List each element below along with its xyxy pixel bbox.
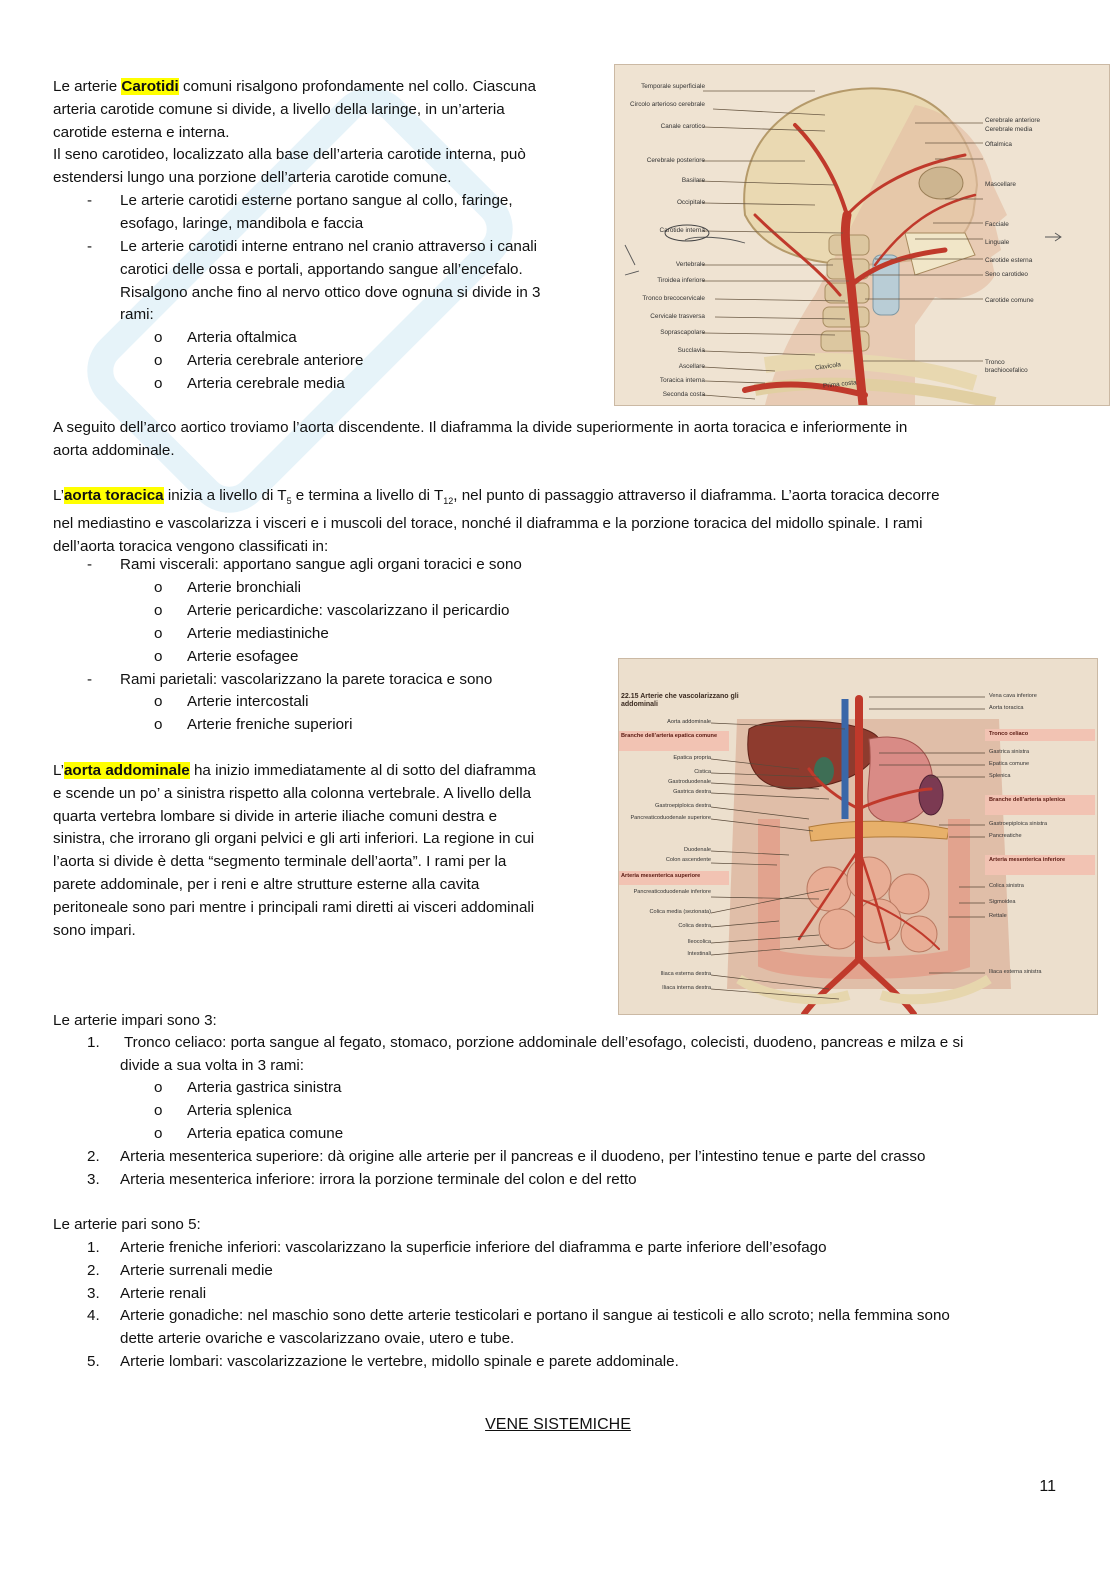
dash-marker: - (87, 192, 93, 209)
abdominal-arteries-figure: 22.15 Arterie che vascolarizzano gli addominali Aorta addominale Epatica propria Cistica Gastroduodenale Gastrica destra Gastroepiploica destra Pancreaticoduodenale superiore Duodenale Colon ascendente Pancreaticoduodenale inferiore Colica media (sezionata) Colica destra Ileocolica Intestinali Iliaca esterna destra Iliaca interna destra Branche dell’arteria epatica comune Arteria mesenterica superiore Vena cava inferiore Aorta toracica Gastrica sinistra Epatica comune Splenica Gastroepiploica sinistra Pancreatiche Colica sinistra Sigmoidea Rettale Iliaca esterna sinistra Tronco celiaco Branche dell’arteria splenica Arteria mesenterica inferiore (618, 658, 1098, 1015)
page-number: 11 (1039, 1478, 1056, 1495)
aorta-descendente-paragraph: A seguito dell’arco aortico troviamo l’aorta discendente. Il diaframma la divide superiormente in aorta toracica e inferiormente in aorta addominale. (53, 419, 908, 459)
section-heading: VENE SISTEMICHE (485, 1416, 631, 1433)
highlight-aorta-toracica: aorta toracica (63, 487, 164, 504)
intro-paragraph (53, 76, 536, 190)
highlight-aorta-addominale: aorta addominale (63, 762, 190, 779)
intro-line-1: Le arterie Carotidi comuni risalgono profondamente nel collo. Ciascuna (53, 78, 536, 95)
head-neck-arteries-figure: Temporale superficiale Circolo arterioso cerebrale Canale carotico Cerebrale posteriore Basilare Occipitale Carotide interna Vertebrale Tiroidea inferiore Tronco brecocervicale Cervicale trasversa Soprascapolare Succlavia Ascellare Toracica interna Seconda costa Cerebrale anteriore Cerebrale media Oftalmica Mascellare Facciale Linguale Carotide esterna Seno carotideo Carotide comune Tronco brachiocefalico Clavicola Prima costa (614, 64, 1110, 406)
dash-marker: - (87, 671, 93, 688)
pari-title: Le arterie pari sono 5: (53, 1216, 201, 1233)
dash-marker: - (87, 556, 93, 573)
impari-title: Le arterie impari sono 3: (53, 1012, 217, 1029)
dash-marker: - (87, 238, 93, 255)
intro-line-2: arteria carotide comune si divide, a livello della laringe, in un’arteria (53, 100, 505, 118)
intro-line-3: carotide esterna e interna. (53, 123, 230, 141)
intro-line-4: Il seno carotideo, localizzato alla base dell’arteria carotide interna, può (53, 146, 526, 164)
document-page: Le arterie Carotidi comuni risalgono profondamente nel collo. Ciascuna arteria carotide comune si divide, a livello della laringe, in un’arteria carotide esterna e interna. Il seno carotideo, localizzato alla base dell’arteria carotide interna, può estendersi lungo una porzione dell’arteria carotide comune. - Le arterie carotidi esterne portano sangue al collo, faringe, esofago, laringe, mandibola e faccia - Le arterie carotidi interne entrano nel cranio attraverso i canali carotici delle ossa e portali, apportando sangue all’encefalo. Risalgono anche fino al nervo ottico dove ognuna si divide in 3 rami: o Arteria oftalmica o Arteria cerebrale anteriore o Arteria cerebrale media Temporale superficiale Circolo arterioso cerebrale Canale carotico Cerebrale posteriore Basilare Occipitale Carotide interna Vertebrale Tiroidea inferiore Tronco brecocervicale Cervicale trasversa Soprascapolare Succlavia Ascellare Toracica interna Seconda costa Cerebrale anteriore Cerebrale media Oftalmica Mascellare Facciale Linguale Carotide esterna Seno carotideo Carotide comune Tronco brachiocefalico Clavicola Prima costa A seguito dell’arco aortico troviamo l’aorta discendente. Il diaframma la divide superiormente in aorta toracica e inferiormente in aorta addominale. L’aorta toracica inizia a livello di $T_5$ e termina a livello di $T_{12}$, nel punto di passaggio attraverso il diaframma. L’aorta toracica decorre nel mediastino e vascolarizza i visceri e i muscoli del torace, nonché il diaframma e la porzione toracica del midollo spinale. I rami dell’aorta toracica vengono classificati in: - Rami viscerali: apportano sangue agli organi toracici e sono o Arterie bronchiali o Arterie pericardiche: vascolarizzano il pericardio o Arterie mediastiniche o Arterie esofagee - Rami parietali: vascolarizzano la parete toracica e sono o Arterie intercostali o Arterie freniche superiori L’aorta addominale ha inizio immediatamente al di sotto del diaframma e scende un po’ a sinistra rispetto alla colonna vertebrale. A livello della quarta vertebra lombare si divide in arterie iliache comuni destra e sinistra, che irrorano gli organi pelvici e gli arti inferiori. La regione in cui l’aorta si divide è detta “segmento terminale dell’aorta”. I rami per la parete addominale, per i reni e altre strutture esterne alla cavita peritoneale sono pari mentre i principali rami diretti ai visceri addominali sono impari. 22.15 Arterie che vascolarizzano gli addominali Aorta addominale Epatica propria Cistica Gastroduodenale Gastrica destra Gastroepiploica destra Pancreaticoduodenale superiore Duodenale Colon ascendente Pancreaticoduodenale inferiore Colica media (sezionata) Colica destra Ileocolica Intestinali Iliaca esterna destra Iliaca interna destra Branche dell’arteria epatica comune Arteria mesenterica superiore Vena cava inferiore Aorta toracica Gastrica sinistra Epatica comune Splenica Gastroepiploica sinistra Pancreatiche Colica sinistra Sigmoidea Rettale Iliaca esterna sinistra Tronco celiaco Branche dell’arteria splenica Arteria mesenterica inferiore Le arterie impari sono 3: 1. Tronco celiaco: porta sangue al fegato, stomaco, porzione addominale dell’esofago, colecisti, duodeno, pancreas e milza e si divide a sua volta in 3 rami: o Arteria gastrica sinistra o Arteria splenica o Arteria epatica comune 2. Arteria mesenterica superiore: dà origine alle arterie per il pancreas e il duodeno, per l’intestino tenue e parte del crasso 3. Arteria mesenterica inferiore: irrora la porzione terminale del colon e del retto Le arterie pari sono 5: 1. Arterie freniche inferiori: vascolarizzano la superficie inferiore del diaframma e parte inferiore dell’esofago 2. Arterie surrenali medie 3. Arterie renali 4. Arterie gonadiche: nel maschio sono dette arterie testicolari e portano il sangue ai testicoli e allo scroto; nella femmina sono dette arterie ovariche e vascolarizzano ovaie, utero e tube. 5. Arterie lombari: vascolarizzazione le vertebre, midollo spinale e parete addominale. VENE SISTEMICHE 11 (0, 0, 1116, 1579)
figure2-title: 22.15 Arterie che vascolarizzano gli addominali (621, 693, 739, 708)
intro-line-5: estendersi lungo una porzione dell’arteria carotide comune. (53, 169, 452, 187)
highlight-carotidi: Carotidi (121, 78, 179, 95)
abdominal-illustration (619, 659, 1097, 1014)
aorta-addominale-paragraph: L’aorta addominale ha inizio immediatamente al di sotto del diaframma e scende un po’ a sinistra rispetto alla colonna vertebrale. A livello della quarta vertebra lombare si divide in arterie iliache comuni destra e sinistra, che irrorano gli organi pelvici e gli arti inferiori. La regione in cui l’aorta si divide è detta “segmento terminale dell’aorta”. I rami per la parete addominale, per i reni e altre strutture esterne alla cavita peritoneale sono pari mentre i principali rami diretti ai visceri addominali sono impari. (53, 762, 536, 939)
aorta-toracica-paragraph: L’aorta toracica inizia a livello di $T_5$ e termina a livello di $T_{12}$, nel punto di passaggio attraverso il diaframma. L’aorta toracica decorre nel mediastino e vascolarizza i visceri e i muscoli del torace, nonché il diaframma e la porzione toracica del midollo spinale. I rami dell’aorta toracica vengono classificati in: (53, 487, 940, 555)
